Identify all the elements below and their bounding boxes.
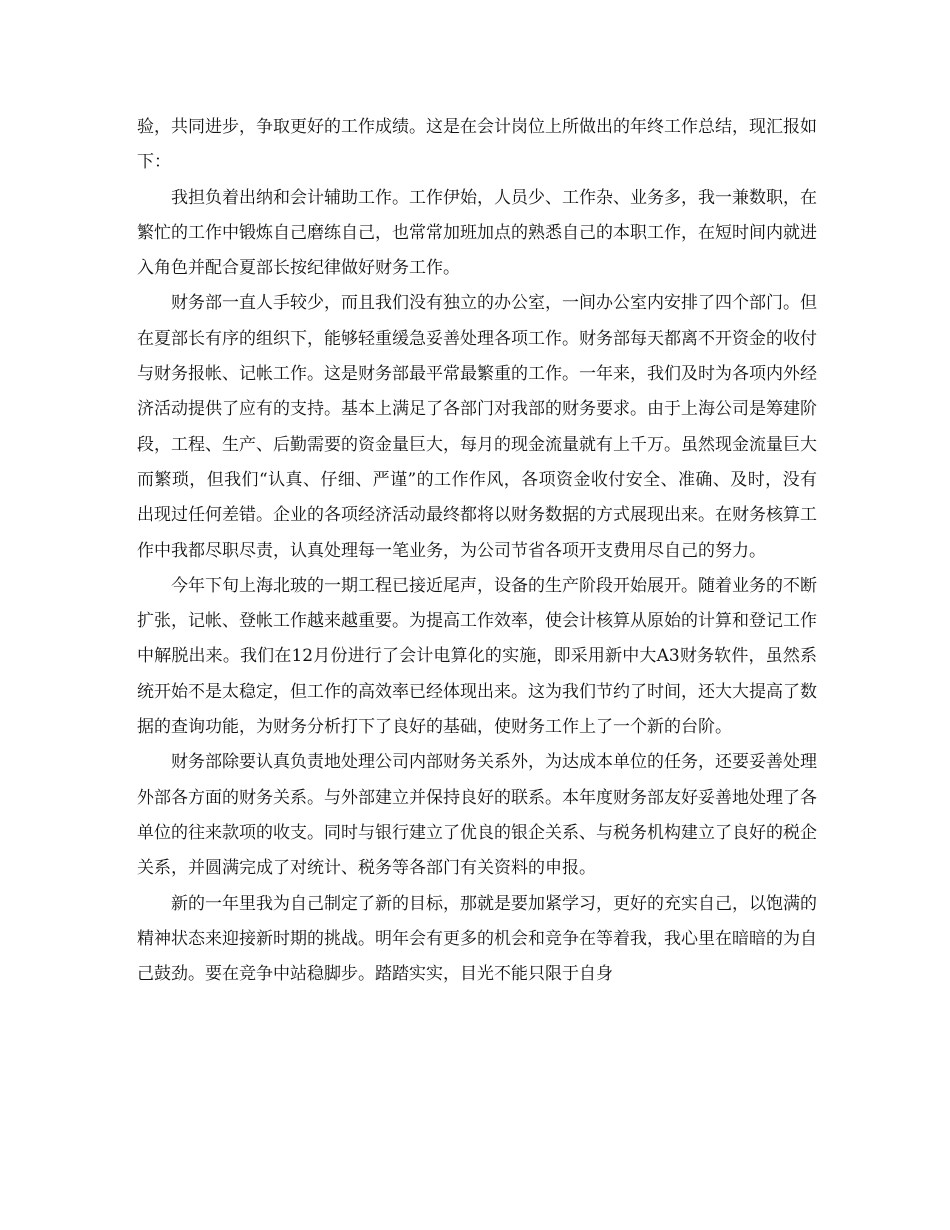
paragraph-4: 今年下旬上海北玻的一期工程已接近尾声，设备的生产阶段开始展开。随着业务的不断扩张，记帐、登帐工作越来越重要。为提高工作效率，使会计核算从原始的计算和登记工作中解脱出来。我们在12月份进行了会计电算化的实施，即采用新中大A3财务软件，虽然系统开始不是太稳定，但工作的高效率已经体现出来。这为我们节约了时间，还大大提高了数据的查询功能，为财务分析打下了良好的基础，使财务工作上了一个新的台阶。 <box>137 575 817 738</box>
paragraph-2: 我担负着出纳和会计辅助工作。工作伊始，人员少、工作杂、业务多，我一兼数职，在繁忙的工作中锻炼自己磨练自己，也常常加班加点的熟悉自己的本职工作，在短时间内就进入角色并配合夏部长按纪律做好财务工作。 <box>137 187 817 279</box>
paragraph-6: 新的一年里我为自己制定了新的目标，那就是要加紧学习，更好的充实自己，以饱满的精神状态来迎接新时期的挑战。明年会有更多的机会和竞争在等着我，我心里在暗暗的为自己鼓劲。要在竞争中站稳脚步。踏踏实实，目光不能只限于自身 <box>137 893 817 985</box>
document-body <box>137 110 817 992</box>
paragraph-5: 财务部除要认真负责地处理公司内部财务关系外，为达成本单位的任务，还要妥善处理外部各方面的财务关系。与外部建立并保持良好的联系。本年度财务部友好妥善地处理了各单位的往来款项的收支。同时与银行建立了优良的银企关系、与税务机构建立了良好的税企关系，并圆满完成了对统计、税务等各部门有关资料的申报。 <box>137 752 817 879</box>
paragraph-1: 验，共同进步，争取更好的工作成绩。这是在会计岗位上所做出的年终工作总结，现汇报如下： <box>137 117 817 173</box>
paragraph-3: 财务部一直人手较少，而且我们没有独立的办公室，一间办公室内安排了四个部门。但在夏部长有序的组织下，能够轻重缓急妥善处理各项工作。财务部每天都离不开资金的收付与财务报帐、记帐工作。这是财务部最平常最繁重的工作。一年来，我们及时为各项内外经济活动提供了应有的支持。基本上满足了各部门对我部的财务要求。由于上海公司是筹建阶段，工程、生产、后勤需要的资金量巨大，每月的现金流量就有上千万。虽然现金流量巨大而繁琐，但我们“认真、仔细、严谨”的工作作风，各项资金收付安全、准确、及时，没有出现过任何差错。企业的各项经济活动最终都将以财务数据的方式展现出来。在财务核算工作中我都尽职尽责，认真处理每一笔业务，为公司节省各项开支费用尽自己的努力。 <box>137 293 817 561</box>
